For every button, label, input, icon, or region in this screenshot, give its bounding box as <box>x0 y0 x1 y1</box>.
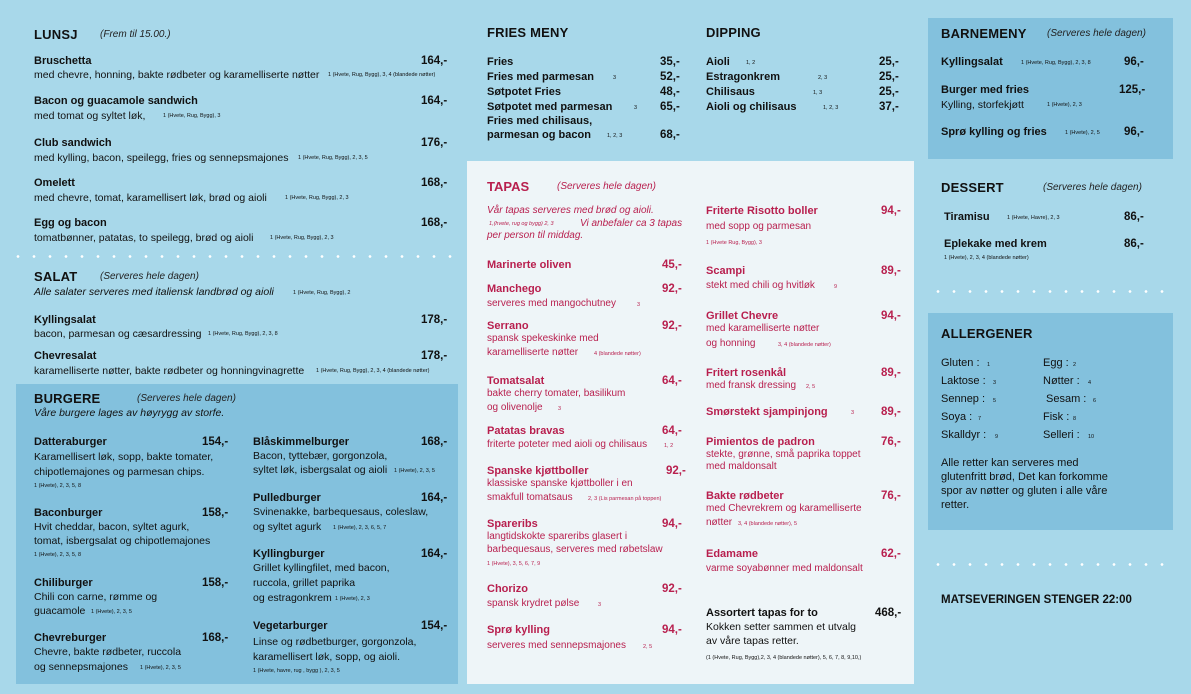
item-name: Spanske kjøttboller <box>487 465 589 477</box>
item-price: 94,- <box>662 624 682 636</box>
item-allergens: 3, 4 (blandede nøtter), 5 <box>738 521 798 527</box>
item-desc: med sopp og parmesan <box>706 221 812 232</box>
item-price: 164,- <box>421 55 448 67</box>
item-desc: bakte cherry tomater, basilikum <box>487 388 626 399</box>
item-name: Smørstekt sjampinjong <box>706 406 828 418</box>
item-allergens: 3 <box>558 406 562 412</box>
burgere-note: (Serveres hele dagen) <box>137 393 236 404</box>
item-name: Fries <box>487 56 514 68</box>
item-name: Sprø kylling og fries <box>941 126 1047 138</box>
item-name: Club sandwich <box>34 137 112 149</box>
item-desc: Hvit cheddar, bacon, syltet agurk, <box>34 521 190 533</box>
item-price: 178,- <box>421 350 448 362</box>
item-desc: friterte poteter med aioli og chilisaus <box>487 439 648 450</box>
dipping-title: DIPPING <box>706 25 761 40</box>
item-name: Chilisaus <box>706 86 755 98</box>
salat-note: (Serveres hele dagen) <box>100 271 199 282</box>
salat-intro-allergens: 1 (Hvete, Rug, Bygg), 2 <box>293 290 351 296</box>
item-desc: og sennepsmajones <box>34 661 128 673</box>
item-allergens: 1, 2 <box>746 60 756 66</box>
item-allergens: 1, 2, 3 <box>823 105 839 111</box>
item-name: Pimientos de padron <box>706 436 815 448</box>
allergener-title: ALLERGENER <box>941 326 1033 341</box>
item-name: Kyllingburger <box>253 548 325 560</box>
item-price: 96,- <box>1124 56 1144 68</box>
item-name: Patatas bravas <box>487 425 565 437</box>
item-allergens: 1 (Hvete, havre, rug , bygg ), 2, 3, 5 <box>253 668 340 674</box>
allergen-number: 2 <box>1073 362 1077 368</box>
item-desc: med Chevrekrem og karamelliserte <box>706 503 862 514</box>
item-desc: tomatbønner, patatas, to speilegg, brød og aioli <box>34 232 254 244</box>
item-allergens: 1 (Hvete, Rug, Bygg), 2, 3 <box>285 195 349 201</box>
item-price: 76,- <box>881 436 901 448</box>
item-desc: karamellisert løk, sopp, og aioli. <box>253 651 401 663</box>
item-desc: med tomat og syltet løk, <box>34 110 146 122</box>
item-name: Sprø kylling <box>487 624 550 636</box>
item-desc: spansk krydret pølse <box>487 598 580 609</box>
item-desc: stekte, grønne, små paprika toppet <box>706 449 861 460</box>
closing-time: MATSEVERINGEN STENGER 22:00 <box>941 594 1132 606</box>
item-allergens: 1 (Hvete), 2, 3 <box>1047 102 1082 108</box>
item-desc: bacon, parmesan og cæsardressing <box>34 328 202 340</box>
allergen-number: 3 <box>993 380 997 386</box>
lunsj-title: LUNSJ <box>34 27 78 42</box>
item-desc: spansk spekeskinke med <box>487 333 599 344</box>
item-desc: ruccola, grillet paprika <box>253 577 356 589</box>
item-price: 86,- <box>1124 238 1144 250</box>
item-price: 64,- <box>662 375 682 387</box>
allergen-label: Laktose : <box>941 375 986 387</box>
item-desc: Kylling, storfekjøtt <box>941 99 1024 111</box>
item-desc: og syltet agurk <box>253 521 322 533</box>
item-price: 154,- <box>421 620 448 632</box>
item-name: Eplekake med krem <box>944 238 1047 250</box>
item-name: Scampi <box>706 265 746 277</box>
allergen-label: Fisk : <box>1043 411 1070 423</box>
item-allergens: 2, 3 <box>818 75 828 81</box>
fries-title: FRIES MENY <box>487 25 569 40</box>
allergen-text: retter. <box>941 499 970 511</box>
item-allergens: 1 (Hvete Rug, Bygg), 3 <box>706 240 762 246</box>
tapas-note: (Serveres hele dagen) <box>557 181 656 192</box>
item-allergens: (1 (Hvete, Rug, Bygg),2, 3, 4 (blandede nøtter), 5, 6, 7, 8, 9,10,) <box>706 655 862 661</box>
item-name: Egg og bacon <box>34 217 107 229</box>
item-allergens: 1 (Hvete, Rug, Bygg), 2, 3, 8 <box>1021 60 1091 66</box>
item-price: 37,- <box>879 101 899 113</box>
allergen-label: Gluten : <box>941 357 980 369</box>
item-allergens: 1 (Hvete), 2, 5 <box>1065 130 1100 136</box>
item-allergens: 1 (Hvete), 3, 5, 6, 7, 9 <box>487 561 541 567</box>
item-desc: Kokken setter sammen et utvalg <box>706 621 856 633</box>
item-desc: med karamelliserte nøtter <box>706 323 820 334</box>
item-desc: barbequesaus, serveres med røbetslaw <box>487 544 663 555</box>
item-price: 25,- <box>879 71 899 83</box>
item-allergens: 1 (Hvete, Rug, Bygg), 2, 3, 4 (blandede nøtter) <box>316 368 430 374</box>
tapas-title: TAPAS <box>487 179 530 194</box>
item-name: Fritert rosenkål <box>706 367 787 379</box>
dessert-note: (Serveres hele dagen) <box>1043 182 1142 193</box>
allergen-label: Nøtter : <box>1043 375 1080 387</box>
item-name: Manchego <box>487 283 542 295</box>
item-name: Søtpotet med parmesan <box>487 101 613 113</box>
item-desc: med maldonsalt <box>706 461 777 472</box>
item-allergens: 1 (Hvete), 2, 3 <box>335 596 370 602</box>
item-price: 68,- <box>660 129 680 141</box>
item-allergens: 9 <box>834 284 838 290</box>
divider-dots <box>930 290 1175 293</box>
item-desc: karamelliserte nøtter <box>487 347 579 358</box>
item-name: Friterte Risotto boller <box>706 205 818 217</box>
item-allergens: 1 (Hvete), 2, 3, 5, 8 <box>34 483 82 489</box>
item-allergens: 1 (Hvete, Rug, Bygg), 2, 3 <box>270 235 334 241</box>
item-allergens: 1 (Hvete, Rug, Bygg), 3, 4 (blandede nøtter) <box>328 72 436 78</box>
item-desc: syltet løk, isbergsalat og aioli <box>253 464 388 476</box>
item-desc: langtidskokte spareribs glasert i <box>487 531 628 542</box>
item-price: 168,- <box>202 632 229 644</box>
item-desc: Svinenakke, barbequesaus, coleslaw, <box>253 506 429 518</box>
divider-dots <box>10 255 460 258</box>
item-name: Estragonkrem <box>706 71 780 83</box>
item-desc: tomat, isbergsalat og chipotlemajones <box>34 535 211 547</box>
item-name: Chevresalat <box>34 350 97 362</box>
item-price: 52,- <box>660 71 680 83</box>
item-price: 65,- <box>660 101 680 113</box>
allergen-label: Skalldyr : <box>941 429 987 441</box>
item-name: Tiramisu <box>944 211 990 223</box>
item-allergens: 1 (Hvete), 2, 3, 5 <box>140 665 181 671</box>
allergen-number: 10 <box>1088 434 1095 440</box>
item-price: 125,- <box>1119 84 1146 96</box>
item-desc: varme soyabønner med maldonsalt <box>706 563 863 574</box>
item-allergens: 1 (Hvete, Rug, Bygg), 3 <box>163 113 221 119</box>
item-name: Vegetarburger <box>253 620 328 632</box>
item-desc: serveres med mangochutney <box>487 298 616 309</box>
allergen-number: 6 <box>1093 398 1097 404</box>
item-allergens: 1 (Hvete), 2, 3, 4 (blandede nøtter) <box>944 255 1029 261</box>
item-desc: serveres med sennepsmajones <box>487 640 626 651</box>
item-allergens: 3 <box>851 410 855 416</box>
item-price: 92,- <box>662 320 682 332</box>
item-price: 86,- <box>1124 211 1144 223</box>
item-name: Grillet Chevre <box>706 310 779 322</box>
item-name: Kyllingsalat <box>34 314 96 326</box>
item-name: Baconburger <box>34 507 103 519</box>
item-desc: stekt med chili og hvitløk <box>706 280 815 291</box>
salat-title: SALAT <box>34 269 78 284</box>
item-allergens: 1 (Hvete), 2, 3, 5 <box>394 468 435 474</box>
item-allergens: 1 (Hvete), 2, 3, 5 <box>91 609 132 615</box>
item-price: 92,- <box>666 465 686 477</box>
item-name: Serrano <box>487 320 529 332</box>
item-desc: med fransk dressing <box>706 380 797 391</box>
item-name: Kyllingsalat <box>941 56 1003 68</box>
lunsj-note: (Frem til 15.00.) <box>100 29 171 40</box>
allergen-label: Sennep : <box>941 393 986 405</box>
item-price: 45,- <box>662 259 682 271</box>
burgere-intro: Våre burgere lages av høyrygg av storfe. <box>34 407 225 419</box>
item-desc: Linse og rødbetburger, gorgonzola, <box>253 636 417 648</box>
item-name: Aioli <box>706 56 730 68</box>
divider-dots <box>930 563 1175 566</box>
item-price: 164,- <box>421 548 448 560</box>
tapas-intro: Vi anbefaler ca 3 tapas <box>580 218 683 229</box>
item-name: Bacon og guacamole sandwich <box>34 95 198 107</box>
item-desc: og olivenolje <box>487 402 543 413</box>
allergen-number: 4 <box>1088 380 1092 386</box>
item-price: 168,- <box>421 436 448 448</box>
item-price: 25,- <box>879 56 899 68</box>
item-desc: med kylling, bacon, speilegg, fries og sennepsmajones <box>34 152 289 164</box>
item-allergens: 2, 3 (Lis parmesan på toppen) <box>588 496 662 502</box>
item-price: 176,- <box>421 137 448 149</box>
item-desc: Grillet kyllingfilet, med bacon, <box>253 562 390 574</box>
allergen-label: Soya : <box>941 411 973 423</box>
item-name: Tomatsalat <box>487 375 545 387</box>
allergen-text: glutenfritt brød, Det kan forkomme <box>941 471 1108 483</box>
item-allergens: 1 (Hvete, Havre), 2, 3 <box>1007 215 1060 221</box>
item-desc: og estragonkrem <box>253 592 332 604</box>
item-allergens: 1 (Hvete), 2, 3, 6, 5, 7 <box>333 525 387 531</box>
item-price: 76,- <box>881 490 901 502</box>
item-price: 92,- <box>662 283 682 295</box>
item-allergens: 2, 5 <box>806 384 816 390</box>
allergen-label: Sesam : <box>1046 393 1087 405</box>
item-desc: nøtter <box>706 517 733 528</box>
item-name: Fries med chilisaus, <box>487 115 593 127</box>
item-price: 62,- <box>881 548 901 560</box>
item-price: 96,- <box>1124 126 1144 138</box>
barnemeny-title: BARNEMENY <box>941 26 1027 41</box>
tapas-intro: per person til middag. <box>487 230 584 241</box>
item-price: 94,- <box>662 518 682 530</box>
allergen-number: 9 <box>995 434 999 440</box>
item-name: Spareribs <box>487 518 538 530</box>
item-price: 94,- <box>881 310 901 322</box>
item-name: Aioli og chilisaus <box>706 101 797 113</box>
item-name: Edamame <box>706 548 758 560</box>
item-allergens: 1 (Hvete), 2, 3, 5, 8 <box>34 552 82 558</box>
item-price: 178,- <box>421 314 448 326</box>
item-allergens: 3 <box>637 302 641 308</box>
item-allergens: 2, 5 <box>643 644 653 650</box>
item-allergens: 3 <box>613 75 617 81</box>
item-desc: chipotlemajones og parmesan chips. <box>34 466 205 478</box>
item-allergens: 1, 3 <box>813 90 823 96</box>
item-desc: Bacon, tyttebær, gorgonzola, <box>253 450 388 462</box>
item-allergens: 1, 2 <box>664 443 674 449</box>
item-price: 164,- <box>421 492 448 504</box>
item-price: 92,- <box>662 583 682 595</box>
item-price: 89,- <box>881 265 901 277</box>
item-name: Søtpotet Fries <box>487 86 561 98</box>
item-price: 64,- <box>662 425 682 437</box>
item-price: 25,- <box>879 86 899 98</box>
item-desc: Chevre, bakte rødbeter, ruccola <box>34 646 182 658</box>
item-price: 35,- <box>660 56 680 68</box>
tapas-intro: Vår tapas serveres med brød og aioli. <box>487 205 654 216</box>
item-name: Blåskimmelburger <box>253 436 349 448</box>
item-allergens: 4 (blandede nøtter) <box>594 351 641 357</box>
item-price: 89,- <box>881 367 901 379</box>
item-name: Fries med parmesan <box>487 71 594 83</box>
allergen-number: 8 <box>1073 416 1077 422</box>
item-desc: klassiske spanske kjøttboller i en <box>487 478 633 489</box>
allergen-label: Egg : <box>1043 357 1069 369</box>
allergen-number: 7 <box>978 416 982 422</box>
item-desc: Karamellisert løk, sopp, bakte tomater, <box>34 451 214 463</box>
allergen-number: 5 <box>993 398 997 404</box>
item-allergens: 1, 2, 3 <box>607 133 623 139</box>
item-allergens: 1 (Hvete, Rug, Bygg), 2, 3, 8 <box>208 331 278 337</box>
item-name: Pulledburger <box>253 492 321 504</box>
item-price: 168,- <box>421 177 448 189</box>
item-allergens: 1 (Hvete, Rug, Bygg), 2, 3, 5 <box>298 155 368 161</box>
item-name: Assortert tapas for to <box>706 607 818 619</box>
item-allergens: 3 <box>634 105 638 111</box>
item-name: Bakte rødbeter <box>706 490 784 502</box>
item-name: Chevreburger <box>34 632 107 644</box>
tapas-intro-allergens: 1,(hvete, rug og bygg) 2, 3 <box>489 221 554 227</box>
item-allergens: 3 <box>598 602 602 608</box>
item-price: 154,- <box>202 436 229 448</box>
item-price: 164,- <box>421 95 448 107</box>
item-desc: guacamole <box>34 605 86 617</box>
allergen-label: Selleri : <box>1043 429 1080 441</box>
allergen-number: 1 <box>987 362 991 368</box>
allergen-text: Alle retter kan serveres med <box>941 457 1079 469</box>
item-price: 48,- <box>660 86 680 98</box>
salat-intro: Alle salater serveres med italiensk landbrød og aioli <box>34 286 274 298</box>
item-name: Omelett <box>34 177 75 189</box>
dessert-title: DESSERT <box>941 180 1004 195</box>
item-name: Chiliburger <box>34 577 93 589</box>
item-desc: av våre tapas retter. <box>706 635 799 647</box>
item-desc: smakfull tomatsaus <box>487 492 573 503</box>
item-price: 94,- <box>881 205 901 217</box>
item-price: 168,- <box>421 217 448 229</box>
item-price: 158,- <box>202 577 229 589</box>
barnemeny-note: (Serveres hele dagen) <box>1047 28 1146 39</box>
item-name: Datteraburger <box>34 436 107 448</box>
item-desc: med chevre, tomat, karamellisert løk, brød og aioli <box>34 192 267 204</box>
item-price: 89,- <box>881 406 901 418</box>
allergen-text: spor av nøtter og gluten i alle våre <box>941 485 1108 497</box>
item-price: 468,- <box>875 607 902 619</box>
item-desc: karamelliserte nøtter, bakte rødbeter og honningvinagrette <box>34 365 305 377</box>
item-price: 158,- <box>202 507 229 519</box>
item-desc: med chevre, honning, bakte rødbeter og karamelliserte nøtter <box>34 69 320 81</box>
item-name: Burger med fries <box>941 84 1030 96</box>
item-desc: Chili con carne, rømme og <box>34 591 158 603</box>
item-name: parmesan og bacon <box>487 129 591 141</box>
item-name: Marinerte oliven <box>487 259 572 271</box>
item-allergens: 3, 4 (blandede nøtter) <box>778 342 831 348</box>
item-desc: og honning <box>706 338 756 349</box>
item-name: Bruschetta <box>34 55 92 67</box>
item-name: Chorizo <box>487 583 528 595</box>
burgere-title: BURGERE <box>34 391 101 406</box>
